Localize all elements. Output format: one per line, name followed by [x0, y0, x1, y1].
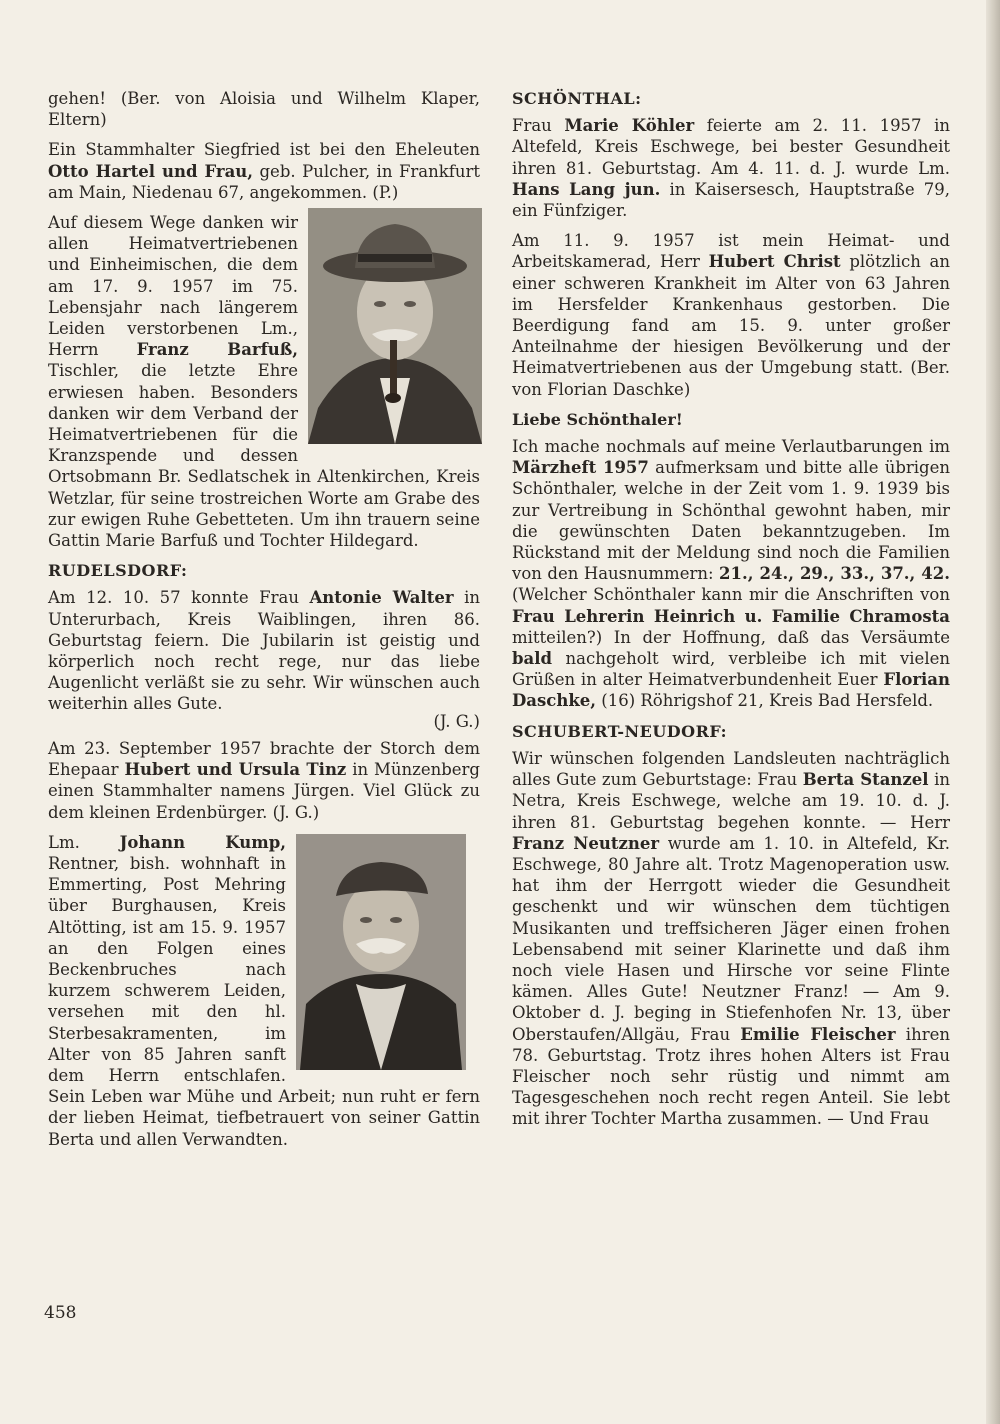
paragraph: Am 12. 10. 57 konnte Frau Antonie Walter in Unterurbach, Kreis Waiblingen, ihren 86. Geburtstag feiern. Die Jubilarin ist geistig und körperlich noch recht rege, nur das liebe Augenlicht verläßt sie zu sehr. Wir wünschen auch weiterhin alles Gute.	[48, 588, 480, 714]
right-column	[512, 88, 950, 1139]
portrait-photo-cap	[296, 834, 466, 1070]
section-heading-schoenthal: SCHÖNTHAL:	[512, 89, 642, 108]
section-heading-schubert-neudorf: SCHUBERT-NEUDORF:	[512, 721, 728, 741]
paragraph: Lm. Johann Kump, Rentner, bish. wohnhaft in Emmerting, Post Mehring über Burghausen, Kreis Altötting, ist am 15. 9. 1957 an den Folgen eines Beckenbruches nach kurzem schwerem Leiden, versehen mit den hl. Sterbesakramenten, im Alter von 85 Jahren sanft dem Herrn entschlafen. Sein Leben war Mühe und Arbeit; nun ruht er fern der lieben Heimat, tiefbetrauert von seiner Gattin Berta und allen Verwandten.	[48, 832, 480, 1149]
section-heading-rudelsdorf: RUDELSDORF:	[48, 561, 188, 581]
portrait-photo-hat	[308, 208, 482, 444]
page-number: 458	[44, 1303, 77, 1323]
paragraph: Ein Stammhalter Siegfried ist bei den Eheleuten Otto Hartel und Frau, geb. Pulcher, in Frankfurt am Main, Niedenau 67, angekommen. (P.)	[48, 140, 480, 202]
paragraph: Frau Marie Köhler feierte am 2. 11. 1957 in Altefeld, Kreis Eschwege, bei bester Gesundheit ihren 81. Geburtstag. Am 4. 11. d. J. wurde Lm. Hans Lang jun. in Kaisersesch, Hauptstraße 79, ein Fünfziger.	[512, 116, 950, 221]
section-heading-liebe-schoenthaler: Liebe Schönthaler!	[512, 409, 683, 429]
paragraph: Am 11. 9. 1957 ist mein Heimat- und Arbeitskamerad, Herr Hubert Christ plötzlich an einer schweren Krankheit im Alter von 63 Jahren im Hersfelder Krankenhaus gestorben. Die Beerdigung fand am 15. 9. unter großer Anteilnahme der hiesigen Bevölkerung und der Heimatvertriebenen aus der Umgebung statt. (Ber. von Florian Daschke)	[512, 231, 950, 399]
paragraph: Auf diesem Wege danken wir allen Heimatvertriebenen und Einheimischen, die dem am 17. 9. 1957 im 75. Lebensjahr nach längerem Leiden verstorbenen Lm., Herrn Franz Barfuß, Tischler, die letzte Ehre erwiesen haben. Besonders danken wir dem Verband der Heimatvertriebenen für die Kranzspende und dessen Ortsobmann Br. Sedlatschek in Altenkirchen, Kreis Wetzlar, für seine trostreichen Worte am Grabe des zur ewigen Ruhe Gebetteten. Um ihn trauern seine Gattin Marie Barfuß und Tochter Hildegard.	[48, 212, 480, 551]
paragraph: gehen! (Ber. von Aloisia und Wilhelm Klaper, Eltern)	[48, 89, 480, 130]
signature-initials: (J. G.)	[433, 711, 480, 731]
paragraph: Wir wünschen folgenden Landsleuten nachträglich alles Gute zum Geburtstage: Frau Berta Stanzel in Netra, Kreis Eschwege, welche am 19. 10. d. J. ihren 81. Geburtstag begehen konnte. — Herr Franz Neutzner wurde am 1. 10. in Altefeld, Kr. Eschwege, 80 Jahre alt. Trotz Magenoperation usw. hat ihm der Herrgott wieder die Gesundheit geschenkt und wir wünschen dem tüchtigen Musikanten und treffsicheren Jäger einen frohen Lebensabend mit seiner Klarinette und daß ihm noch viele Hasen und Hirsche vor seine Flinte kämen. Alles Gute! Neutzner Franz! — Am 9. Oktober d. J. beging in Stiefenhofen Nr. 13, über Oberstaufen/Allgäu, Frau Emilie Fleischer ihren 78. Geburtstag. Trotz ihres hohen Alters ist Frau Fleischer noch sehr rüstig und nimmt am Tagesgeschehen noch recht regen Anteil. Sie lebt mit ihrer Tochter Martha zusammen. — Und Frau	[512, 748, 950, 1129]
paragraph: Ich mache nochmals auf meine Verlautbarungen im Märzheft 1957 aufmerksam und bitte alle übrigen Schönthaler, welche in der Zeit vom 1. 9. 1939 bis zur Vertreibung in Schönthal gewohnt haben, mir die gewünschten Daten bekanntzugeben. Im Rückstand mit der Meldung sind noch die Familien von den Hausnummern: 21., 24., 29., 33., 37., 42. (Welcher Schönthaler kann mir die Anschriften von Frau Lehrerin Heinrich u. Familie Chramosta mitteilen?) In der Hoffnung, daß das Versäumte bald nachgeholt wird, verbleibe ich mit vielen Grüßen in alter Heimatverbundenheit Euer Florian Daschke, (16) Röhrigshof 21, Kreis Bad Hersfeld.	[512, 437, 950, 711]
left-column	[48, 88, 480, 1159]
page-edge-shadow	[986, 0, 1000, 1424]
paragraph: Am 23. September 1957 brachte der Storch dem Ehepaar Hubert und Ursula Tinz in Münzenberg einen Stammhalter namens Jürgen. Viel Glück zu dem kleinen Erdenbürger. (J. G.)	[48, 738, 480, 822]
